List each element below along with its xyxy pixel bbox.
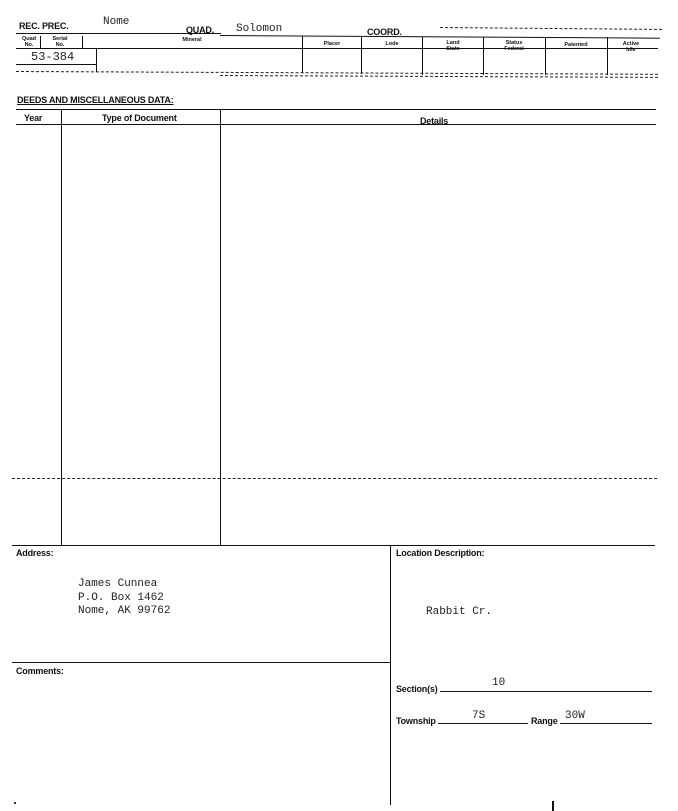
status-federal-label: Status Federal: [504, 40, 524, 52]
deeds-dash-rule: [12, 478, 657, 479]
section-value: 10: [492, 677, 506, 689]
table-header-rule: [16, 48, 658, 49]
mineral-label: Mineral: [182, 37, 202, 43]
year-column-divider: [61, 109, 62, 545]
type-column-divider: [220, 109, 221, 545]
active-idle-label: Active Idle: [622, 41, 640, 53]
township-value: 7S: [472, 710, 486, 722]
land-state-label: Land State: [446, 40, 460, 52]
section-label: Section(s): [396, 684, 438, 694]
coord-label: COORD.: [367, 27, 402, 37]
address-location-divider: [390, 545, 391, 805]
record-row-dash-2: [220, 75, 658, 78]
comments-label: Comments:: [16, 666, 64, 676]
range-label: Range: [531, 716, 558, 726]
placer-label: Placer: [323, 41, 341, 47]
township-underline: [438, 723, 528, 724]
record-row-dash: [16, 71, 658, 75]
location-value: Rabbit Cr.: [426, 606, 493, 618]
scan-mark: [552, 801, 554, 811]
lode-label: Lode: [385, 41, 399, 47]
address-line-3: Nome, AK 99762: [78, 605, 171, 617]
serial-no-label: Serial No.: [52, 36, 68, 48]
address-line-1: James Cunnea: [78, 578, 158, 590]
address-line-2: P.O. Box 1462: [78, 592, 164, 604]
col-year-header: Year: [24, 113, 43, 123]
deeds-header-rule: [16, 124, 656, 125]
location-label: Location Description:: [396, 548, 485, 558]
quad-no-label: Quad No.: [21, 36, 37, 48]
address-label: Address:: [16, 548, 54, 558]
rec-prec-value: Nome: [103, 16, 130, 28]
section-underline: [440, 691, 652, 692]
deeds-top-rule: [16, 109, 656, 110]
township-label: Township: [396, 716, 436, 726]
col-details-header: Details: [420, 116, 449, 126]
deeds-bottom-rule: [12, 545, 655, 546]
serial-underline: [16, 64, 96, 65]
rec-prec-label: REC. PREC.: [19, 21, 69, 31]
col-type-header: Type of Document: [102, 113, 177, 123]
deeds-title: DEEDS AND MISCELLANEOUS DATA:: [17, 95, 174, 105]
address-bottom-rule: [12, 662, 390, 663]
range-value: 30W: [565, 710, 585, 722]
header-dash-top: [440, 27, 662, 30]
serial-value: 53-384: [31, 50, 75, 64]
patented-label: Patented: [564, 42, 588, 48]
scan-dot: [14, 802, 16, 804]
range-underline: [560, 723, 652, 724]
quad-label: QUAD.: [186, 25, 214, 35]
header-rule-left: [16, 33, 221, 34]
quad-value: Solomon: [236, 23, 283, 35]
